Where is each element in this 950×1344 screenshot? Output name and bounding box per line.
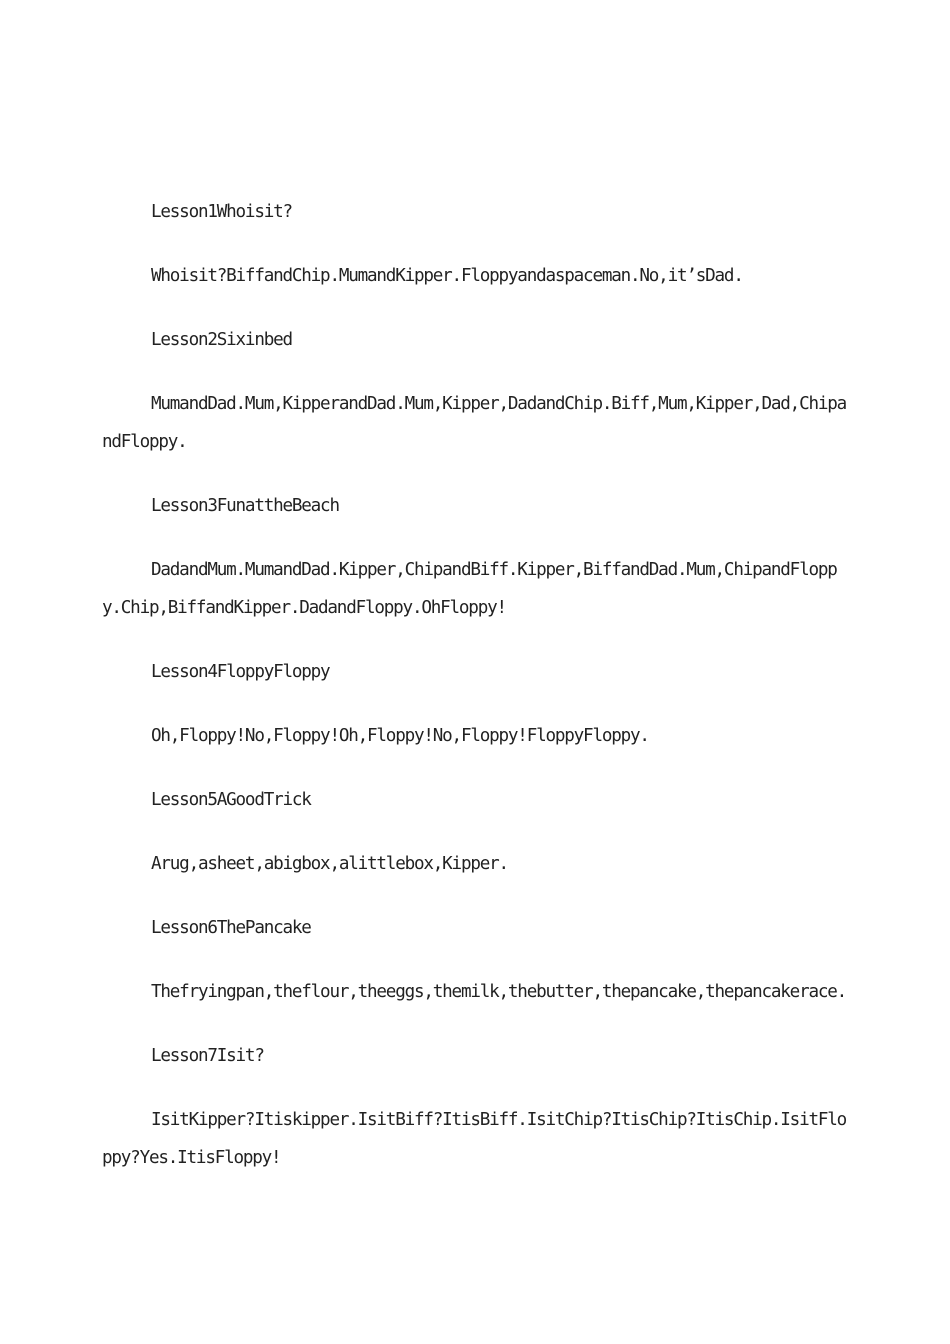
lesson-5-text: Arug,asheet,abigbox,alittlebox,Kipper. <box>151 854 508 874</box>
lesson-6-title: Lesson6ThePancake <box>151 918 311 938</box>
document-content <box>102 193 847 1203</box>
lesson-3-text: DadandMum.MumandDad.Kipper,ChipandBiff.Kipper,BiffandDad.Mum,ChipandFloppy.Chip,BiffandKipper.DadandFloppy.OhFloppy! <box>102 560 837 618</box>
lesson-2-title: Lesson2Sixinbed <box>151 330 292 350</box>
lesson-7-text: IsitKipper?Itiskipper.IsitBiff?ItisBiff.IsitChip?ItisChip?ItisChip.IsitFloppy?Yes.ItisFloppy! <box>102 1110 847 1168</box>
lesson-3-title: Lesson3FunattheBeach <box>151 496 339 516</box>
lesson-6-text: Thefryingpan,theflour,theeggs,themilk,thebutter,thepancake,thepancakerace. <box>151 982 847 1002</box>
lesson-1-text: Whoisit?BiffandChip.MumandKipper.Floppyandaspaceman.No,it’sDad. <box>151 266 743 286</box>
lesson-2-text: MumandDad.Mum,KipperandDad.Mum,Kipper,DadandChip.Biff,Mum,Kipper,Dad,ChipandFloppy. <box>102 394 847 452</box>
lesson-4-title: Lesson4FloppyFloppy <box>151 662 330 682</box>
lesson-4-text: Oh,Floppy!No,Floppy!Oh,Floppy!No,Floppy!FloppyFloppy. <box>151 726 649 746</box>
lesson-1-title: Lesson1Whoisit? <box>151 202 292 222</box>
lesson-7-title: Lesson7Isit? <box>151 1046 264 1066</box>
lesson-5-title: Lesson5AGoodTrick <box>151 790 311 810</box>
